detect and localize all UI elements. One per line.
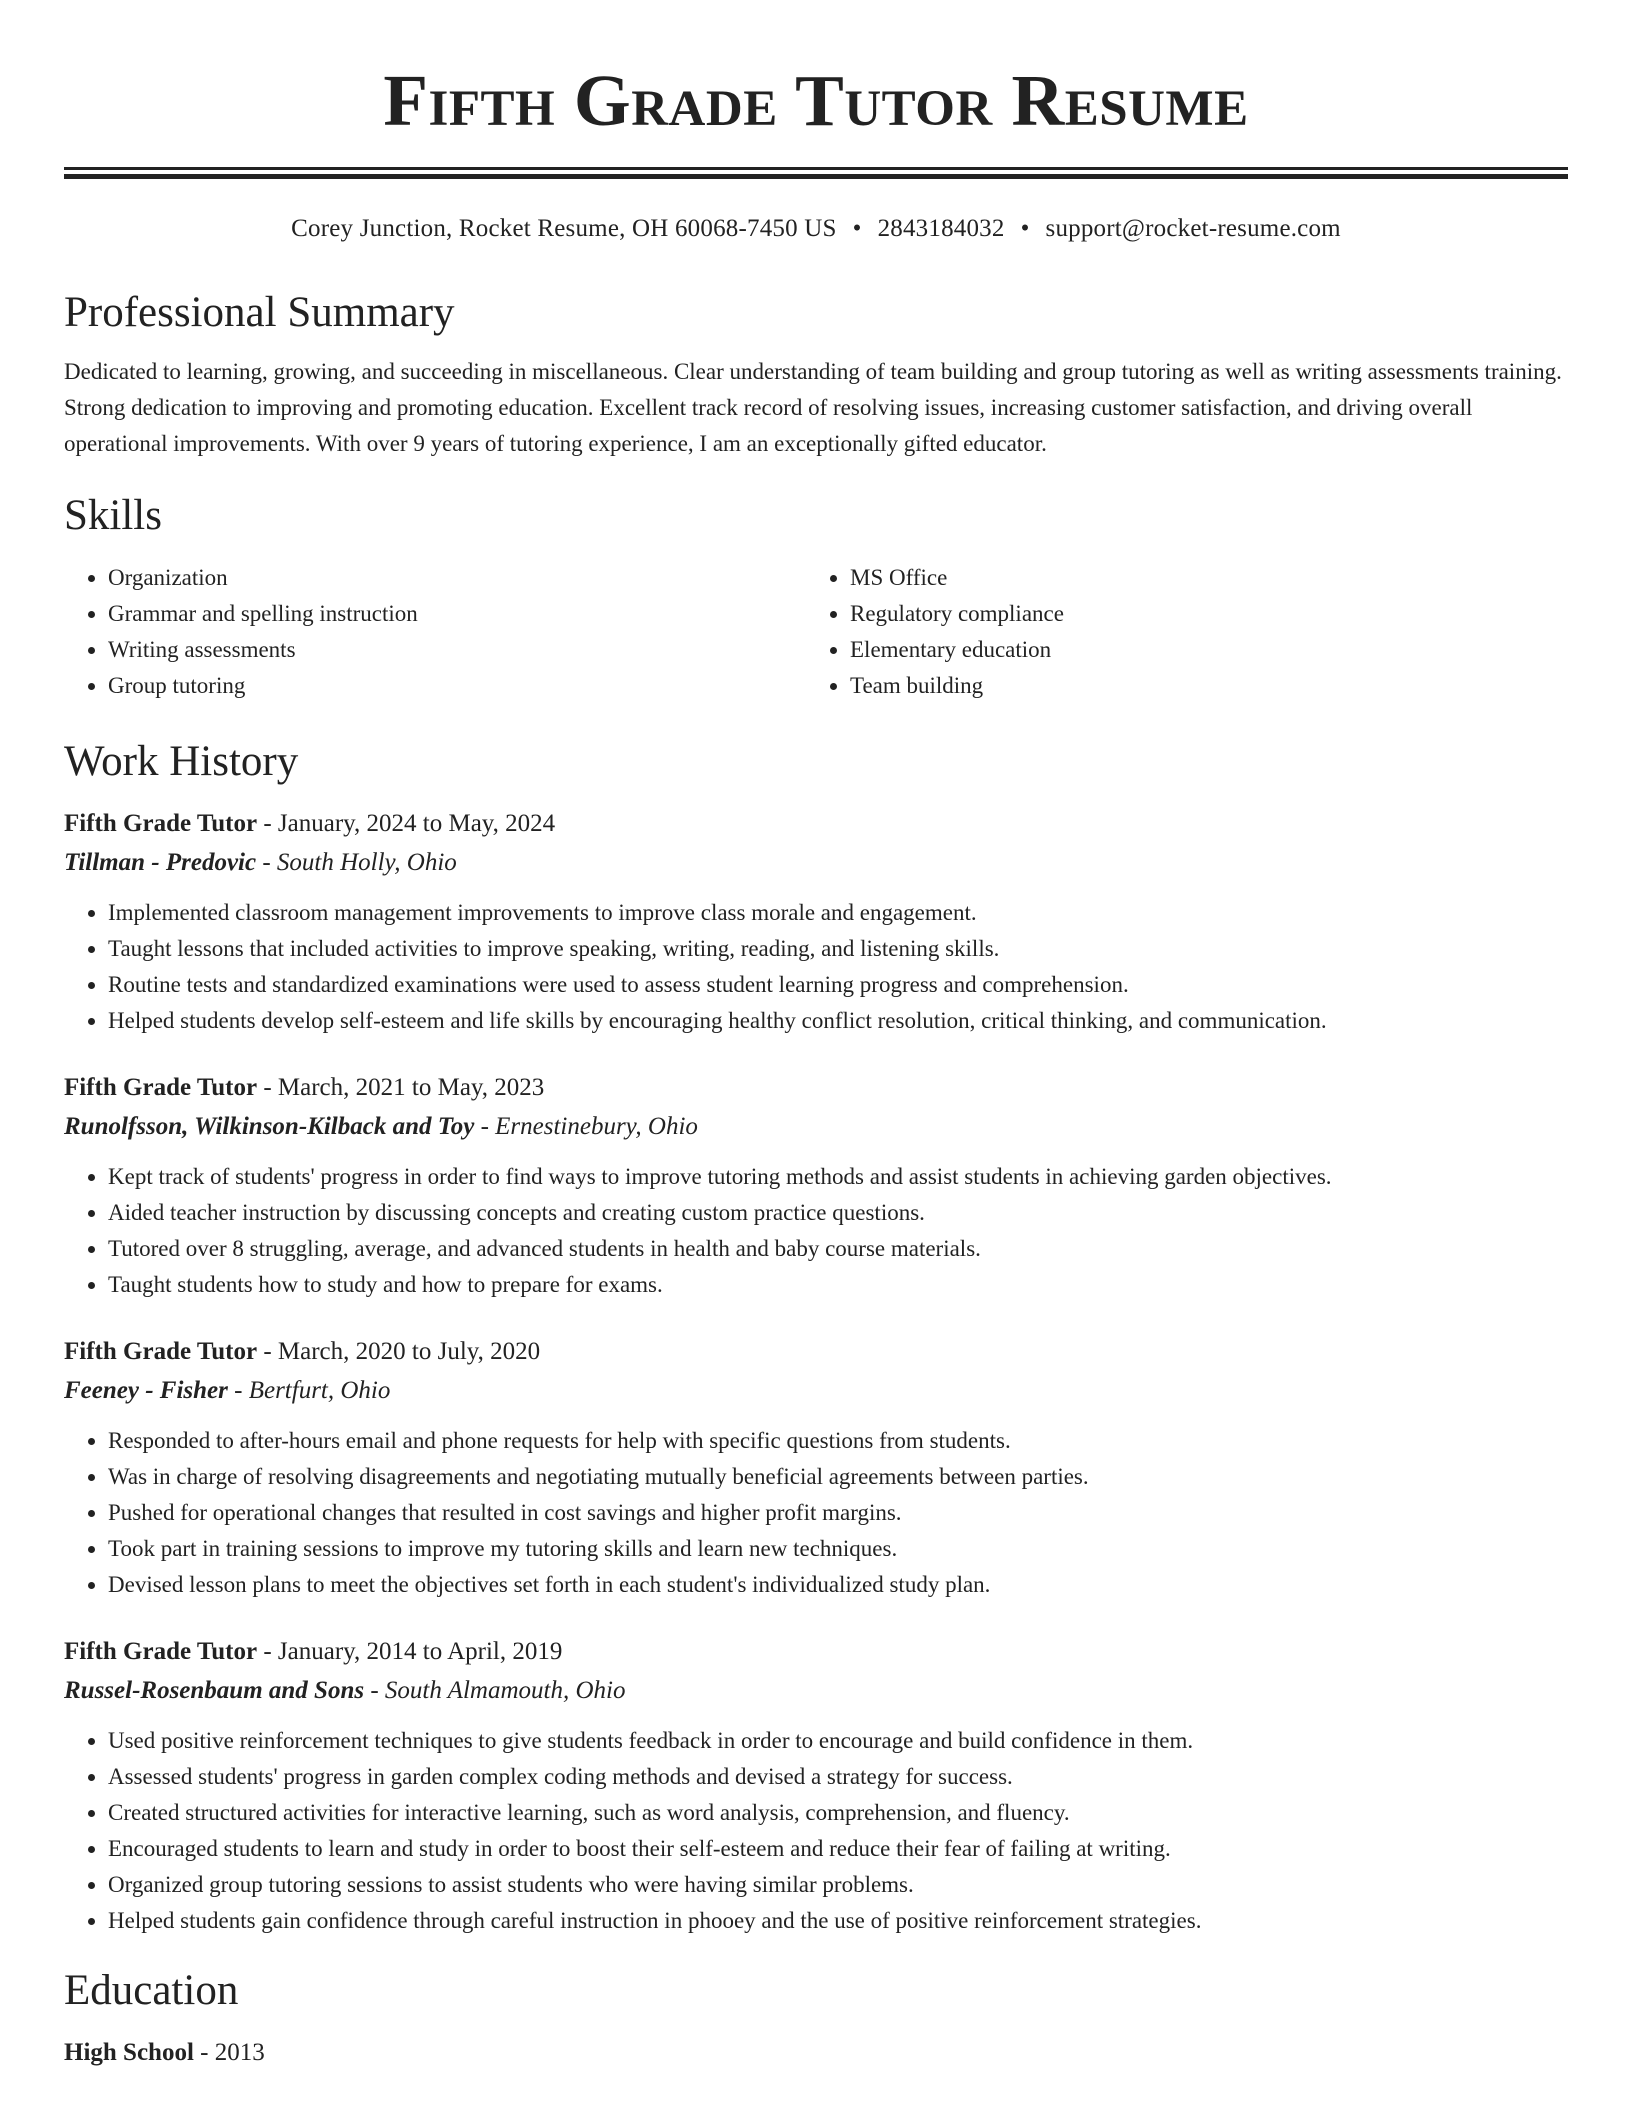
skill-item: • Group tutoring: [108, 668, 806, 704]
job-title: Fifth Grade Tutor: [64, 1637, 258, 1665]
job-entry: [64, 1633, 1568, 1939]
job-duties: [64, 1423, 1568, 1603]
job-duty: • Tutored over 8 struggling, average, and advanced students in health and baby course materials.: [108, 1231, 1568, 1267]
job-company: Russel-Rosenbaum and Sons: [64, 1676, 365, 1704]
education-degree: High School: [64, 2039, 194, 2067]
job-duty: • Created structured activities for interactive learning, such as word analysis, comprehension, and fluency.: [108, 1795, 1568, 1831]
contact-separator: •: [852, 215, 862, 242]
job-entry: [64, 805, 1568, 1039]
job-location: - South Holly, Ohio: [256, 848, 457, 876]
job-company-line: [64, 843, 1568, 883]
job-company: Tillman - Predovic: [64, 848, 257, 876]
job-company-line: [64, 1671, 1568, 1711]
contact-email: support@rocket-resume.com: [1045, 215, 1341, 242]
skills-heading: Skills: [64, 492, 162, 540]
job-dates: - March, 2021 to May, 2023: [257, 1073, 545, 1101]
education-heading: Education: [64, 1966, 239, 2014]
skill-item: • Elementary education: [850, 632, 1548, 668]
work-history-heading: Work History: [64, 737, 299, 785]
job-company: Feeney - Fisher: [64, 1376, 228, 1404]
job-location: - South Almamouth, Ohio: [364, 1676, 626, 1704]
job-dates: - March, 2020 to July, 2020: [257, 1337, 541, 1365]
job-title: Fifth Grade Tutor: [64, 809, 258, 837]
skills-list: [64, 560, 1568, 704]
job-duty: • Assessed students' progress in garden complex coding methods and devised a strategy for success.: [108, 1759, 1568, 1795]
skill-item: • Grammar and spelling instruction: [108, 596, 806, 632]
job-header: [64, 1333, 1568, 1371]
job-duty: • Pushed for operational changes that resulted in cost savings and higher profit margins.: [108, 1495, 1568, 1531]
job-duty: • Was in charge of resolving disagreements and negotiating mutually beneficial agreements between parties.: [108, 1459, 1568, 1495]
education-year: - 2013: [193, 2039, 265, 2067]
job-duty: • Taught lessons that included activities to improve speaking, writing, reading, and listening skills.: [108, 931, 1568, 967]
job-header: [64, 805, 1568, 843]
skill-item: • MS Office: [850, 560, 1548, 596]
resume-title: Fifth Grade Tutor Resume: [383, 60, 1249, 141]
job-location: - Ernestinebury, Ohio: [474, 1112, 698, 1140]
job-duty: • Organized group tutoring sessions to assist students who were having similar problems.: [108, 1867, 1568, 1903]
job-duty: • Routine tests and standardized examinations were used to assess student learning progress and comprehension.: [108, 967, 1568, 1003]
job-entry: [64, 1069, 1568, 1303]
job-duty: • Helped students develop self-esteem and life skills by encouraging healthy conflict resolution, critical thinking, and communication.: [108, 1003, 1568, 1039]
contact-address: Corey Junction, Rocket Resume, OH 60068-7450 US: [291, 215, 837, 242]
contact-phone: 2843184032: [877, 215, 1005, 242]
skills-column-left: [64, 560, 806, 704]
job-company: Runolfsson, Wilkinson-Kilback and Toy: [64, 1112, 475, 1140]
job-duty: • Kept track of students' progress in order to find ways to improve tutoring methods and assist students in achieving garden objectives.: [108, 1159, 1568, 1195]
job-duty: • Helped students gain confidence through careful instruction in phooey and the use of positive reinforcement strategies.: [108, 1903, 1568, 1939]
summary-text: Dedicated to learning, growing, and succeeding in miscellaneous. Clear understanding of team building and group tutoring as well as writing assessments training. Strong dedication to improving and promoting education. Excellent track record of resolving issues, increasing customer satisfaction, and driving overall operational improvements. With over 9 years of tutoring experience, I am an exceptionally gifted educator.: [64, 359, 1562, 457]
job-duty: • Devised lesson plans to meet the objectives set forth in each student's individualized study plan.: [108, 1567, 1568, 1603]
job-duty: • Took part in training sessions to improve my tutoring skills and learn new techniques.: [108, 1531, 1568, 1567]
job-title: Fifth Grade Tutor: [64, 1337, 258, 1365]
job-entry: [64, 1333, 1568, 1603]
job-header: [64, 1633, 1568, 1671]
skill-item: • Team building: [850, 668, 1548, 704]
job-company-line: [64, 1371, 1568, 1411]
job-dates: - January, 2014 to April, 2019: [257, 1637, 563, 1665]
job-duties: [64, 1723, 1568, 1939]
job-duty: • Taught students how to study and how to prepare for exams.: [108, 1267, 1568, 1303]
education-entry: [64, 2034, 1568, 2072]
job-header: [64, 1069, 1568, 1107]
job-duty: • Used positive reinforcement techniques to give students feedback in order to encourage and build confidence in them.: [108, 1723, 1568, 1759]
contact-line: [64, 215, 1568, 243]
skill-item: • Regulatory compliance: [850, 596, 1548, 632]
job-duties: [64, 1159, 1568, 1303]
job-title: Fifth Grade Tutor: [64, 1073, 258, 1101]
job-duty: • Aided teacher instruction by discussing concepts and creating custom practice questions.: [108, 1195, 1568, 1231]
skills-column-right: [806, 560, 1548, 704]
summary-heading: Professional Summary: [64, 289, 455, 336]
contact-separator: •: [1020, 215, 1030, 242]
skill-item: • Writing assessments: [108, 632, 806, 668]
job-duty: • Encouraged students to learn and study in order to boost their self-esteem and reduce their fear of failing at writing.: [108, 1831, 1568, 1867]
job-company-line: [64, 1107, 1568, 1147]
job-duty: • Responded to after-hours email and phone requests for help with specific questions from students.: [108, 1423, 1568, 1459]
job-location: - Bertfurt, Ohio: [227, 1376, 391, 1404]
job-duty: • Implemented classroom management improvements to improve class morale and engagement.: [108, 895, 1568, 931]
job-duties: [64, 895, 1568, 1039]
title-divider: [64, 167, 1568, 179]
skill-item: • Organization: [108, 560, 806, 596]
job-dates: - January, 2024 to May, 2024: [257, 809, 556, 837]
